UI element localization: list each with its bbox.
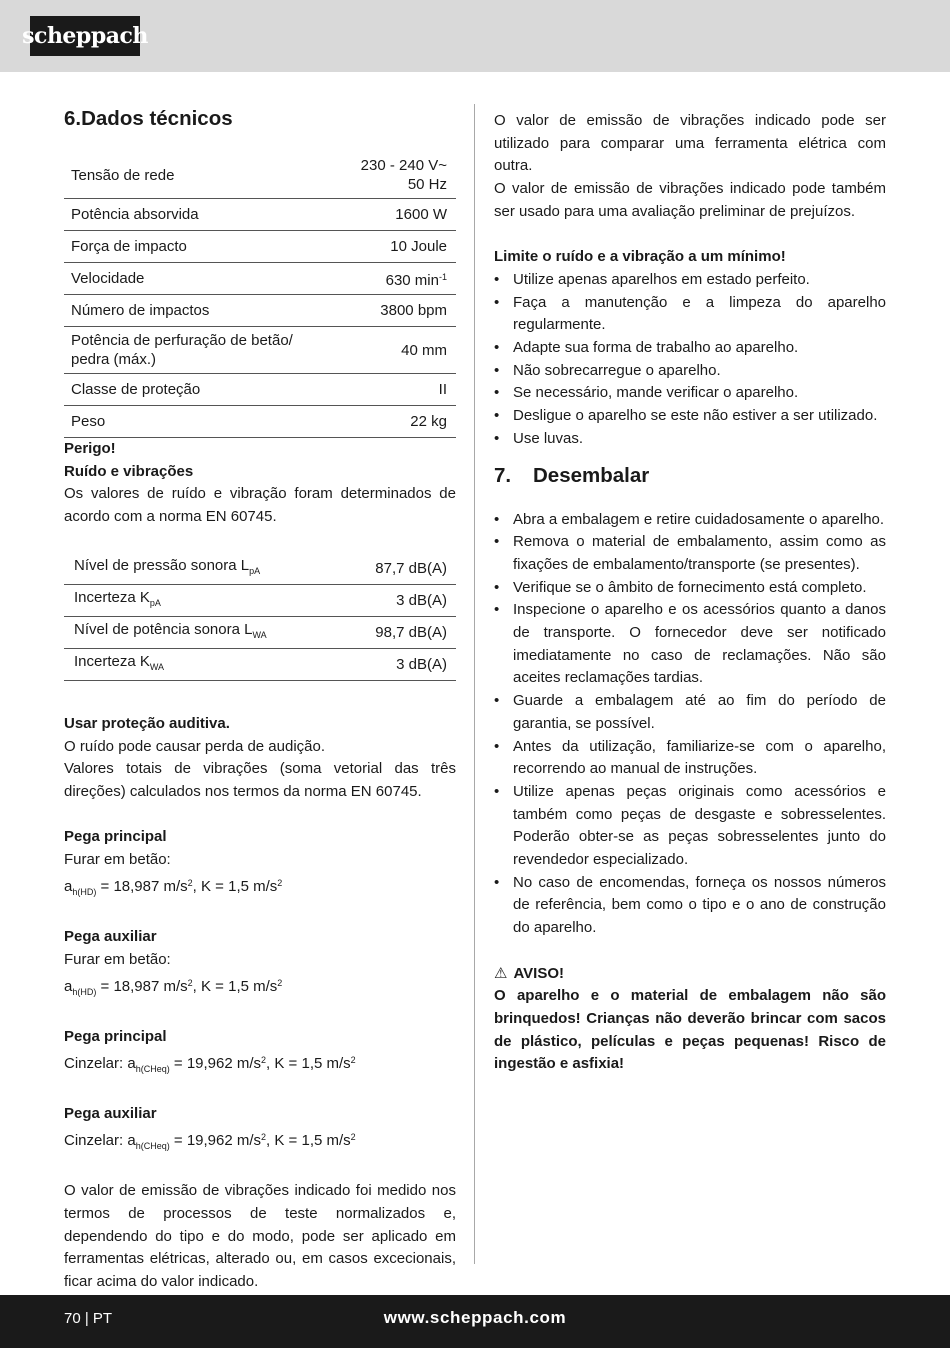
list-item: • Utilize apenas peças originais como acessórios e também como peças de desgaste e sobresselentes. Poderão obter-se as peças sobresselentes junto do revendedor especializado. [494,781,886,872]
spec-value: 10 Joule [338,231,456,263]
section-6-title: 6.Dados técnicos [64,107,233,130]
limit-heading: Limite o ruído e a vibração a um mínimo! [494,248,786,266]
left-column [64,106,456,1294]
spec-value: 1600 W [338,199,456,231]
column-divider [474,104,475,1264]
warning-triangle-icon: ⚠ [494,964,508,982]
list-item: • Abra a embalagem e retire cuidadosamente o aparelho. [494,509,886,532]
spec-row [64,231,456,263]
warning-heading: ⚠ AVISO! [494,963,886,986]
vib-chisel-formula: Cinzelar: $a_{h(CHeq)} = 19,962$ $m/s^2$, K = 1,5 $m/s^2$ [64,1131,356,1151]
spec-row [64,199,456,231]
noise-row [64,553,456,585]
spec-label: Classe de proteção [64,374,338,406]
spec-label: Potência de perfuração de betão/ pedra (máx.) [64,327,338,374]
noise-text: Os valores de ruído e vibração foram determinados de acordo com a norma EN 60745. [64,485,456,526]
vib-chisel-formula: Cinzelar: $a_{h(CHeq)} = 19,962$ $m/s^2$, K = 1,5 $m/s^2$ [64,1054,356,1074]
section-7-label: Desembalar [533,463,650,487]
scheppach-logo: scheppach [30,16,140,56]
list-item: • Se necessário, mande verificar o aparelho. [494,382,886,405]
website-url: www.scheppach.com [383,1308,567,1327]
spec-label: Velocidade [64,263,338,295]
vibration-total-text: Valores totais de vibrações (soma vetorial das três direções) calculados nos termos da norma EN 60745. [64,760,456,800]
section-7-number: 7. [494,463,512,487]
noise-row [64,584,456,616]
spec-row [64,295,456,327]
vib-main-handle-heading: Pega principal [64,828,167,846]
hearing-heading: Usar proteção auditiva. [64,714,230,732]
noise-label: Nível de potência sonora $L_{WA}$ [64,616,338,648]
spec-row [64,327,456,374]
list-item: • Desligue o aparelho se este não estiver a ser utilizado. [494,405,886,428]
vib-aux-handle-heading: Pega auxiliar [64,928,157,946]
emission-text: O valor de emissão de vibrações indicado foi medido nos termos de processos de teste normalizados e, dependendo do tipo e do modo, pode ser aplicado em ferramentas elétricas, alterado ou, em casos excecionais, ficar acima do valor indicado. [64,1182,456,1290]
emission-assessment-text: O valor de emissão de vibrações indicado pode também ser usado para uma avaliação preliminar de prejuízos. [494,180,886,220]
list-item: • Faça a manutenção e a limpeza do aparelho regularmente. [494,292,886,337]
spec-row [64,374,456,406]
spec-value: II [338,374,456,406]
warning-text: O aparelho e o material de embalagem não são brinquedos! Crianças não deverão brincar com sacos de plástico, películas e peças pequenas! Risco de ingestão e asfixia! [494,987,886,1073]
spec-row [64,263,456,295]
header-band [0,0,950,72]
vib-formula: $a_{h(HD)} = 18,987$ $m/s^2$, K = 1,5 $m/s^2$ [64,877,283,897]
hearing-text: O ruído pode causar perda de audição. [64,737,326,755]
emission-compare-text: O valor de emissão de vibrações indicado pode ser utilizado para comparar uma ferramenta elétrica com outra. [494,112,886,175]
spec-value: 230 - 240 V~ 50 Hz [338,152,456,199]
noise-label: Nível de pressão sonora $L_{pA}$ [64,553,338,585]
right-column [494,110,886,1076]
vib-aux-handle-heading: Pega auxiliar [64,1105,157,1122]
list-item: • Use luvas. [494,428,886,451]
spec-row [64,406,456,438]
spec-label: Peso [64,406,338,438]
noise-heading: Ruído e vibrações [64,462,194,480]
noise-label: Incerteza $K_{pA}$ [64,584,338,616]
page-number: 70 | PT [64,1310,113,1327]
noise-value: 87,7 dB(A) [338,553,456,585]
noise-value: 3 dB(A) [338,648,456,680]
limit-list [494,269,886,451]
list-item: • Utilize apenas aparelhos em estado perfeito. [494,269,886,292]
list-item: • Remova o material de embalamento, assim como as fixações de embalamento/transporte (se presentes). [494,531,886,576]
list-item: • Antes da utilização, familiarize-se com o aparelho, recorrendo ao manual de instruções. [494,736,886,781]
noise-table [64,553,456,681]
spec-label: Potência absorvida [64,199,338,231]
list-item: • Adapte sua forma de trabalho ao aparelho. [494,337,886,360]
noise-label: Incerteza $K_{WA}$ [64,648,338,680]
noise-value: 98,7 dB(A) [338,616,456,648]
section-7-title [494,463,886,489]
spec-label: Número de impactos [64,295,338,327]
footer-band [0,1295,950,1348]
spec-value: 22 kg [338,406,456,438]
vib-main-handle-heading: Pega principal [64,1027,167,1045]
vib-drill-line: Furar em betão: [64,851,171,869]
spec-label: Tensão de rede [64,152,338,199]
list-item: • Guarde a embalagem até ao fim do período de garantia, se possível. [494,690,886,735]
spec-label: Força de impacto [64,231,338,263]
list-item: • No caso de encomendas, forneça os nossos números de referência, bem como o tipo e o ano de construção do aparelho. [494,872,886,940]
noise-row [64,616,456,648]
list-item: • Não sobrecarregue o aparelho. [494,360,886,383]
list-item: • Verifique se o âmbito de fornecimento está completo. [494,577,886,600]
spec-value: 40 mm [338,327,456,374]
noise-row [64,648,456,680]
spec-value: 630 $\min^{-1}$ [338,263,456,295]
spec-row [64,152,456,199]
vib-drill-line: Furar em betão: [64,950,171,968]
list-item: • Inspecione o aparelho e os acessórios quanto a danos de transporte. O fornecedor deve ser notificado imediatamente no caso de reclamações. Não são aceites reclamações tardias. [494,599,886,690]
technical-data-table [64,152,456,438]
spec-value: 3800 bpm [338,295,456,327]
noise-value: 3 dB(A) [338,584,456,616]
danger-label: Perigo! [64,440,116,457]
unpack-list [494,509,886,940]
vib-formula: $a_{h(HD)} = 18,987$ $m/s^2$, K = 1,5 $m/s^2$ [64,977,283,997]
